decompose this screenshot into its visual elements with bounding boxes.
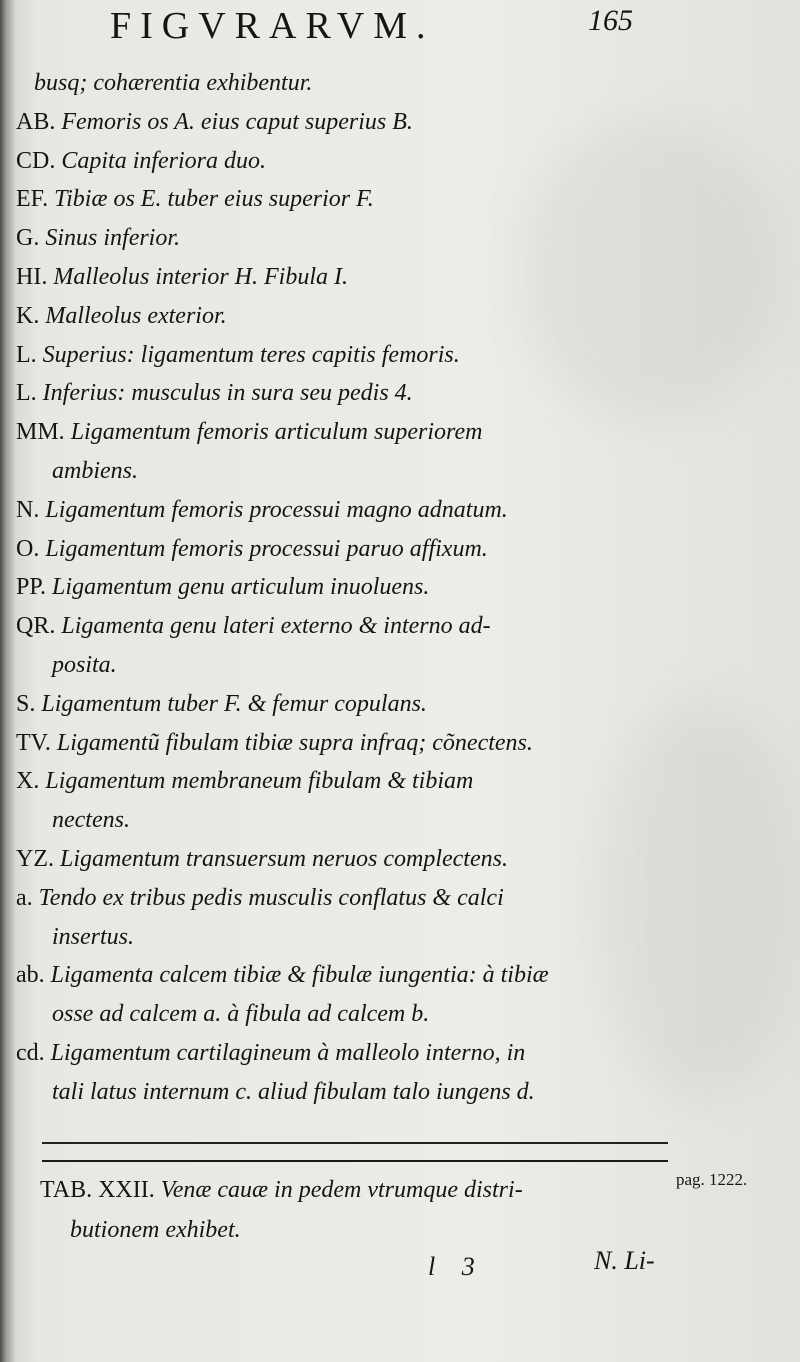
- legend-line: HI. Malleolus interior H. Fibula I.: [16, 263, 348, 290]
- running-title: FIGVRARVM.: [110, 5, 435, 47]
- legend-line: L. Inferius: musculus in sura seu pedis 4.: [16, 380, 413, 407]
- legend-line: CD. Capita inferiora duo.: [16, 147, 267, 174]
- legend-line: EF. Tibiæ os E. tuber eius superior F.: [16, 186, 374, 213]
- section-divider: [42, 1160, 668, 1162]
- catchword: N. Li-: [594, 1246, 655, 1275]
- legend-line: a. Tendo ex tribus pedis musculis conflatus & calci: [16, 884, 504, 911]
- legend-line: QR. Ligamenta genu lateri externo & interno ad-: [16, 613, 491, 640]
- legend-line-continuation: nectens.: [52, 807, 130, 834]
- margin-page-reference: pag. 1222.: [676, 1170, 748, 1189]
- legend-line: PP. Ligamentum genu articulum inuoluens.: [16, 574, 430, 601]
- legend-line: TV. Ligamentũ fibulam tibiæ supra infraq; cõnectens.: [16, 729, 533, 756]
- legend-line-continuation: ambiens.: [52, 457, 138, 484]
- tab-caption-line: TAB. XXII. Venæ cauæ in pedem vtrumque distri-: [40, 1177, 523, 1203]
- tab-caption-line: butionem exhibet.: [70, 1217, 241, 1243]
- legend-line: G. Sinus inferior.: [16, 225, 181, 252]
- legend-line-continuation: posita.: [52, 651, 117, 678]
- legend-line: MM. Ligamentum femoris articulum superiorem: [16, 419, 483, 446]
- table-caption: [40, 1170, 660, 1250]
- legend-line-continuation: osse ad calcem a. à fibula ad calcem b.: [52, 1001, 430, 1028]
- legend-line: YZ. Ligamentum transuersum neruos complectens.: [16, 845, 508, 872]
- signature-mark: l 3: [428, 1252, 485, 1281]
- legend-line: S. Ligamentum tuber F. & femur copulans.: [16, 690, 427, 717]
- legend-line: AB. Femoris os A. eius caput superius B.: [16, 108, 413, 135]
- legend-line: cd. Ligamentum cartilagineum à malleolo interno, in: [16, 1039, 526, 1066]
- legend-line: L. Superius: ligamentum teres capitis femoris.: [16, 341, 460, 368]
- page-header: [110, 4, 790, 50]
- legend-line: K. Malleolus exterior.: [16, 302, 227, 329]
- page-number: 165: [588, 4, 633, 37]
- legend-line: N. Ligamentum femoris processui magno adnatum.: [16, 496, 508, 523]
- section-divider: [42, 1142, 668, 1144]
- legend-line-continuation: insertus.: [52, 923, 135, 950]
- legend-line: busq; cohærentia exhibentur.: [34, 70, 313, 96]
- legend-line: ab. Ligamenta calcem tibiæ & fibulæ iungentia: à tibiæ: [16, 962, 549, 989]
- legend-line-continuation: tali latus internum c. aliud fibulam talo iungens d.: [52, 1078, 535, 1105]
- legend-line: X. Ligamentum membraneum fibulam & tibiam: [16, 768, 474, 795]
- legend-line: O. Ligamentum femoris processui paruo affixum.: [16, 535, 488, 562]
- figure-legend: [16, 64, 676, 1112]
